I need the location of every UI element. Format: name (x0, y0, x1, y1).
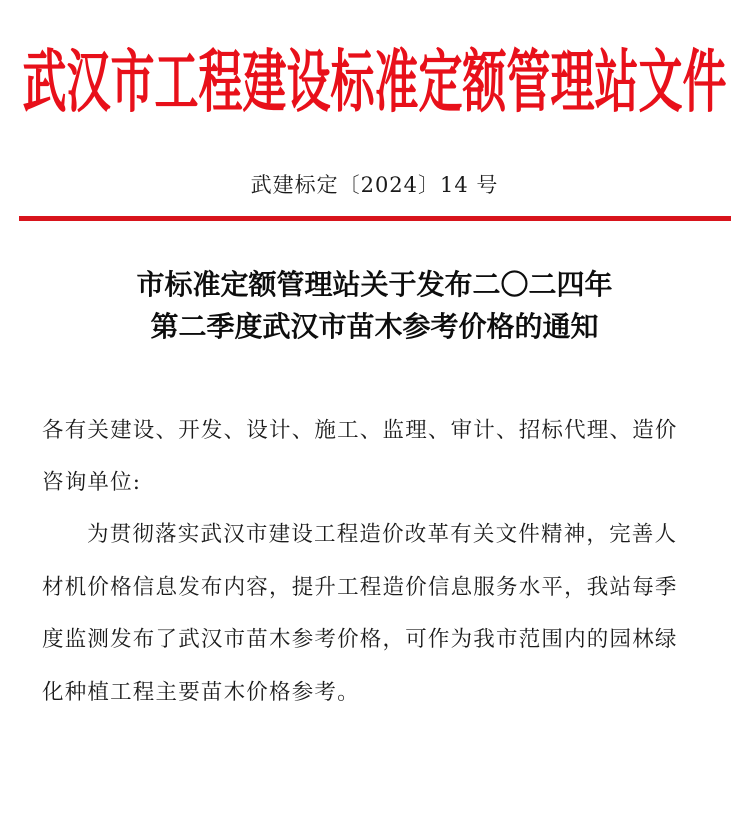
red-divider-rule (19, 216, 731, 221)
paragraph-line-3: 度监测发布了武汉市苗木参考价格，可作为我市范围内的园林绿 (42, 627, 678, 652)
notice-title-line-1: 市标准定额管理站关于发布二〇二四年 (136, 268, 613, 301)
issuer-header-title: 武汉市工程建设标准定额管理站文件 (22, 43, 727, 123)
paragraph-line-1: 为贯彻落实武汉市建设工程造价改革有关文件精神，完善人 (87, 522, 678, 547)
notice-title-line-2: 第二季度武汉市苗木参考价格的通知 (150, 310, 599, 343)
document-number: 武建标定〔2024〕14 号 (250, 173, 499, 197)
paragraph-line-4: 化种植工程主要苗木价格参考。 (42, 680, 360, 705)
paragraph-line-2: 材机价格信息发布内容，提升工程造价信息服务水平，我站每季 (42, 575, 678, 600)
notice-title (0, 264, 749, 348)
addressee-line-1: 各有关建设、开发、设计、施工、监理、审计、招标代理、造价 (42, 418, 678, 443)
addressee-line-2: 咨询单位: (42, 470, 142, 495)
